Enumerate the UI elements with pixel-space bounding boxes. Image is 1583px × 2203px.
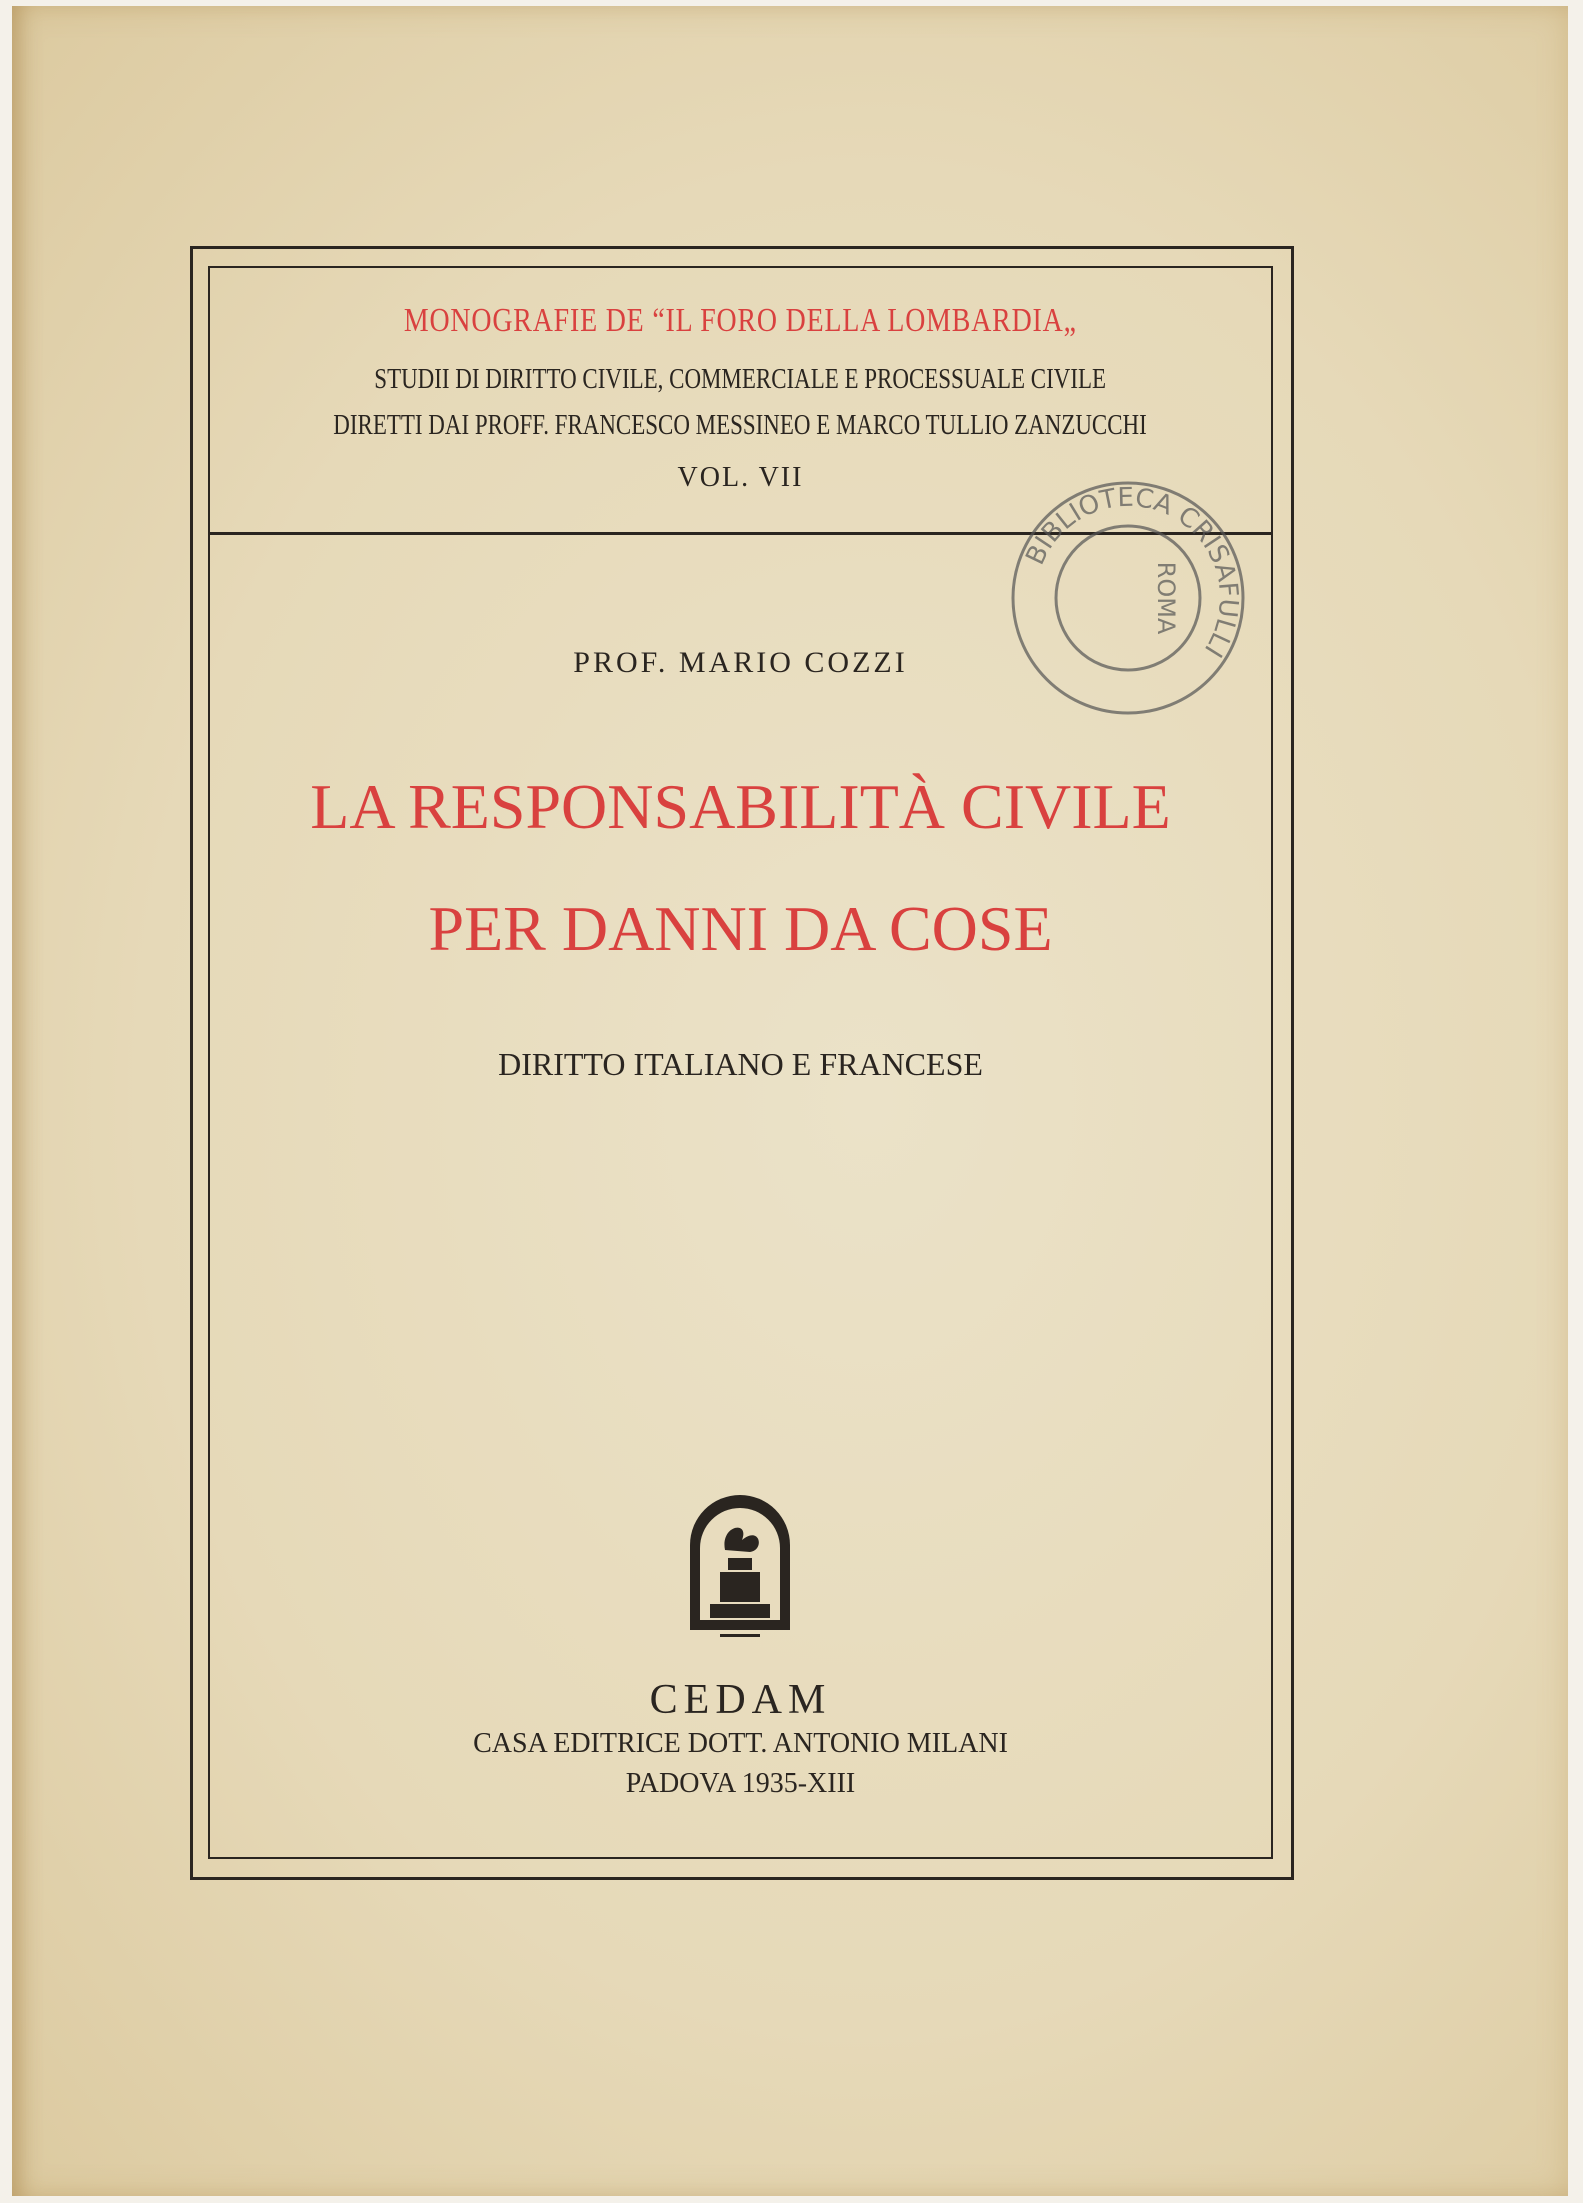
volume-number: VOL. VII	[677, 462, 804, 493]
cedam-logo-icon	[680, 1490, 800, 1640]
stamp-inner-text: ROMA	[1152, 561, 1180, 635]
publisher-house: CASA EDITRICE DOTT. ANTONIO MILANI	[473, 1728, 1008, 1759]
series-editors: DIRETTI DAI PROFF. FRANCESCO MESSINEO E MARCO TULLIO ZANZUCCHI	[333, 410, 1148, 441]
publisher-name: CEDAM	[649, 1677, 832, 1723]
title-line-1: LA RESPONSABILITÀ CIVILE	[310, 771, 1171, 842]
subtitle: DIRITTO ITALIANO E FRANCESE	[498, 1046, 983, 1082]
series-title: MONOGRAFIE DE “IL FORO DELLA LOMBARDIA„	[404, 302, 1077, 339]
author: PROF. MARIO COZZI	[573, 646, 908, 679]
stamp-outer-text: BIBLIOTECA CRISAFULLI	[1020, 482, 1244, 663]
title-line-2: PER DANNI DA COSE	[428, 893, 1053, 964]
series-subtitle: STUDII DI DIRITTO CIVILE, COMMERCIALE E PROCESSUALE CIVILE	[374, 364, 1107, 395]
library-stamp	[1008, 478, 1248, 718]
publisher-place-date: PADOVA 1935-XIII	[625, 1768, 856, 1799]
svg-text:BIBLIOTECA CRISAFULLI	[1010, 478, 1248, 664]
